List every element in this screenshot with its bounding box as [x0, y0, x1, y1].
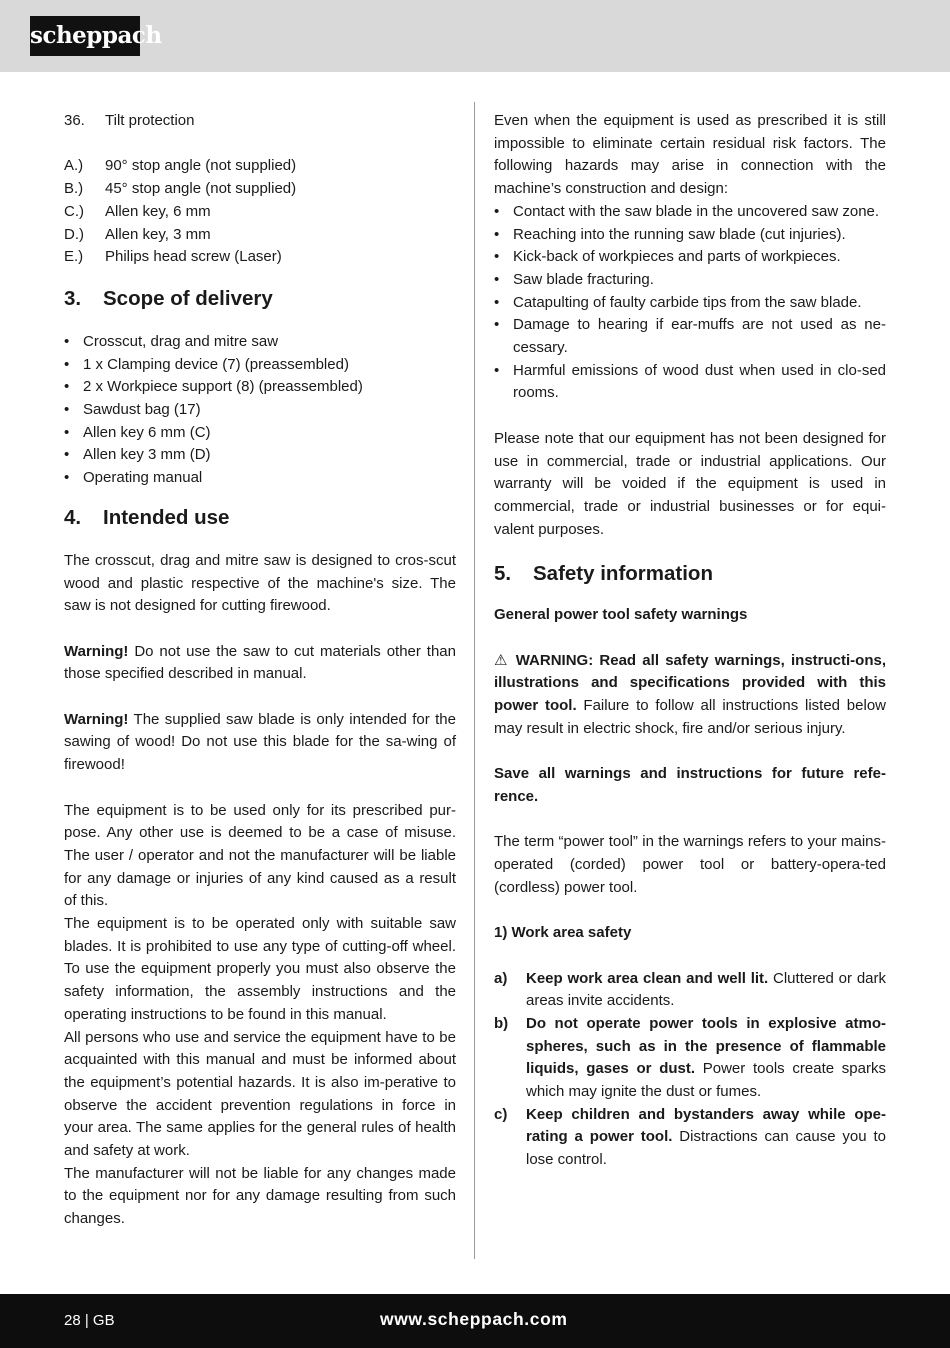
accessory-item — [64, 201, 456, 224]
bullet-icon: • — [494, 361, 500, 379]
column-divider — [474, 102, 475, 1259]
page-number: 28 | GB — [64, 1312, 115, 1329]
saw-blade-paragraph: The equipment is to be operated only with suitable saw blades. It is prohibited to use any type of cutting-off wheel. To use the equipment properly you must also observe the safety information, the assembly instructions and the operating instructions to be found in this manual. — [64, 915, 456, 1023]
list-item: • Harmful emissions of wood dust when used in clo-sed rooms. — [494, 360, 886, 405]
header-band — [0, 0, 950, 72]
list-item: • Crosscut, drag and mitre saw — [64, 331, 456, 354]
list-item: • Kick-back of workpieces and parts of workpieces. — [494, 246, 886, 269]
right-column — [494, 110, 886, 1172]
bullet-icon: • — [64, 469, 70, 487]
warning-triangle-icon: ⚠ — [494, 651, 510, 669]
section-number: 4. — [64, 505, 82, 529]
list-item: • Saw blade fracturing. — [494, 269, 886, 292]
section-number: 5. — [494, 562, 512, 586]
bullet-icon: • — [494, 225, 500, 243]
section-title: Intended use — [103, 505, 230, 529]
list-item: • Catapulting of faulty carbide tips from the saw blade. — [494, 292, 886, 315]
rule-key: a) — [494, 969, 508, 987]
bullet-icon: • — [494, 293, 500, 311]
scope-list — [64, 331, 456, 490]
list-item: • Contact with the saw blade in the uncovered saw zone. — [494, 201, 886, 224]
accessory-label: Allen key, 6 mm — [105, 202, 211, 220]
legend-key: 36. — [64, 112, 85, 129]
rule-key: b) — [494, 1014, 509, 1032]
website-link[interactable]: www.scheppach.com — [380, 1309, 568, 1329]
bullet-icon: • — [64, 378, 70, 396]
list-item: • Damage to hearing if ear-muffs are not used as ne-cessary. — [494, 314, 886, 359]
list-item: • Allen key 3 mm (D) — [64, 444, 456, 467]
liability-paragraph: The manufacturer will not be liable for any changes made to the equipment nor for any damage resulting from such changes. — [64, 1164, 456, 1228]
rule-key: c) — [494, 1105, 508, 1123]
bullet-icon: • — [64, 401, 70, 419]
accessory-key: D.) — [64, 225, 84, 243]
accessory-key: E.) — [64, 248, 84, 266]
list-item: • 2 x Workpiece support (8) (preassembled) — [64, 376, 456, 399]
footer-band — [0, 1294, 950, 1348]
section-number: 3. — [64, 286, 82, 310]
accessory-item — [64, 178, 456, 201]
left-column — [64, 110, 456, 1231]
save-instructions-paragraph: Save all warnings and instructions for future refe-rence. — [494, 765, 886, 805]
safety-rule-item: a) Keep work area clean and well lit. Cluttered or dark areas invite accidents. — [494, 968, 886, 1013]
bullet-icon: • — [64, 355, 70, 373]
warning-paragraph: Warning! Do not use the saw to cut materials other than those specified described in manual. — [64, 642, 456, 683]
bullet-icon: • — [64, 446, 70, 464]
warranty-note-paragraph: Please note that our equipment has not been designed for use in commercial, trade or industrial applications. Our warranty will be voided if the equipment is used in commercial, trade or industrial businesses or for equi-valent purposes. — [494, 429, 886, 538]
bullet-icon: • — [64, 423, 70, 441]
accessory-label: 45° stop angle (not supplied) — [105, 180, 297, 198]
list-item: • Operating manual — [64, 467, 456, 490]
section-heading-intended-use — [64, 498, 456, 538]
general-warning-paragraph: ⚠ WARNING: Read all safety warnings, instructi-ons, illustrations and specifications provided with this power tool. Failure to follow all instructions listed below may result in electric shock, fire and/or serious injury. — [494, 651, 886, 737]
bullet-icon: • — [494, 202, 500, 220]
hazard-list — [494, 201, 886, 405]
bullet-icon: • — [494, 316, 500, 334]
accessory-key: B.) — [64, 180, 84, 198]
section-title: Safety information — [533, 562, 713, 586]
list-item: • Reaching into the running saw blade (cut injuries). — [494, 224, 886, 247]
list-item: • Sawdust bag (17) — [64, 399, 456, 422]
accessory-key: C.) — [64, 202, 84, 220]
section-title: Scope of delivery — [103, 286, 273, 310]
subheading: General power tool safety warnings — [494, 606, 748, 624]
accessory-item — [64, 155, 456, 178]
legend-item-tilt — [64, 110, 456, 133]
accessory-item — [64, 246, 456, 269]
intended-use-paragraph: The crosscut, drag and mitre saw is designed to cros-scut wood and plastic respective of the machine's size. The saw is not designed for cutting firewood. — [64, 551, 456, 615]
accessory-key: A.) — [64, 157, 84, 175]
bullet-icon: • — [494, 248, 500, 266]
scheppach-logo: scheppach — [30, 16, 140, 56]
accessory-label: Allen key, 3 mm — [105, 225, 211, 243]
legend-label: Tilt protection — [105, 112, 195, 129]
accessory-label: 90° stop angle (not supplied) — [105, 157, 297, 175]
safety-rule-item: b) Do not operate power tools in explosive atmo-spheres, such as in the presence of flammable liquids, gases or dust. Power tools create sparks which may ignite the dust or fumes. — [494, 1013, 886, 1104]
accessory-item — [64, 224, 456, 247]
power-tool-term-paragraph: The term “power tool” in the warnings refers to your mains-operated (corded) power tool or battery-opera-ted (cordless) power tool. — [494, 833, 886, 896]
accessory-label: Philips head screw (Laser) — [105, 248, 282, 266]
list-item: • 1 x Clamping device (7) (preassembled) — [64, 354, 456, 377]
misuse-paragraph: The equipment is to be used only for its prescribed pur-pose. Any other use is deemed to be a case of misuse. The user / operator and not the manufacturer will be liable for any damage or injuries of any kind caused as a result of this. — [64, 801, 456, 910]
hazards-paragraph: All persons who use and service the equipment have to be acquainted with this manual and must be informed about the equipment’s potential hazards. It is also im-perative to observe the accident prevention regulations in force in your area. The same applies for the general rules of health and safety at work. — [64, 1028, 456, 1160]
bullet-icon: • — [64, 332, 70, 350]
residual-risk-paragraph: Even when the equipment is used as prescribed it is still impossible to eliminate certain residual risk factors. The following hazards may arise in connection with the machine’s construction and design: — [494, 112, 886, 198]
list-item: • Allen key 6 mm (C) — [64, 422, 456, 445]
bullet-icon: • — [494, 270, 500, 288]
safety-rule-item: c) Keep children and bystanders away while ope-rating a power tool. Distractions can cause you to lose control. — [494, 1104, 886, 1172]
warning-paragraph: Warning! The supplied saw blade is only intended for the sawing of wood! Do not use this blade for the sa-wing of firewood! — [64, 710, 456, 774]
accessory-list — [64, 155, 456, 269]
section-heading-safety — [494, 554, 886, 594]
section-heading-scope — [64, 279, 456, 319]
subheading: 1) Work area safety — [494, 924, 632, 942]
